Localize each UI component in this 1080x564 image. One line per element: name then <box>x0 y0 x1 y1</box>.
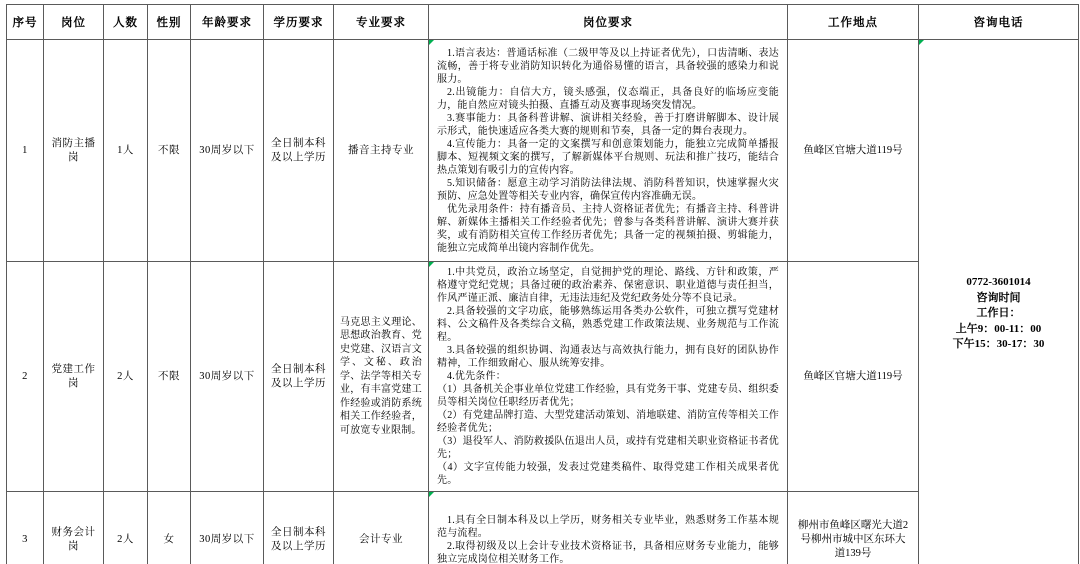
education-cell: 全日制本科及以上学历 <box>264 492 334 564</box>
text-line: 0772-3601014 <box>966 276 1031 289</box>
seq-no-cell: 3 <box>7 492 44 564</box>
text-line: （2）有党建品牌打造、大型党建活动策划、消地联建、消防宣传等相关工作经验者优先； <box>437 410 779 434</box>
text-line: 3.赛事能力：具备科普讲解、演讲相关经验，善于打磨讲解脚本、设计展示形式，能快速适应各类大赛的规则和节奏，具备一定的舞台表现力。 <box>437 112 779 137</box>
header-gender: 性别 <box>148 5 191 40</box>
count-cell: 2人 <box>104 492 148 564</box>
text-line: 1.语言表达：普通话标准（二级甲等及以上持证者优先），口齿清晰、表达流畅，善于将专业消防知识转化为通俗易懂的语言，具备较强的感染力和说服力。 <box>437 47 779 85</box>
text-line: 上午9：00-11：00 <box>955 322 1042 335</box>
age-cell: 30周岁以下 <box>191 492 264 564</box>
text-line: 5.知识储备：愿意主动学习消防法律法规、消防科普知识，快速掌握火灾预防、应急处置等相关专业内容，确保宣传内容准确无误。 <box>437 177 779 202</box>
text-line: 下午15：30-17：30 <box>952 338 1045 351</box>
header-post: 岗位 <box>44 5 104 40</box>
header-requirements: 岗位要求 <box>429 5 788 40</box>
table-body <box>7 40 1079 564</box>
post-cell: 党建工作岗 <box>44 262 104 492</box>
major-cell: 会计专业 <box>334 492 429 564</box>
text-line: 1.具有全日制本科及以上学历，财务相关专业毕业，熟悉财务工作基本规范与流程。 <box>437 515 779 539</box>
age-cell: 30周岁以下 <box>191 262 264 492</box>
header-education: 学历要求 <box>264 5 334 40</box>
requirements-text <box>437 47 779 255</box>
text-line: 3.具备较强的组织协调、沟通表达与高效执行能力，拥有良好的团队协作精神，工作细致耐心、服从统筹安排。 <box>437 345 779 369</box>
education-cell: 全日制本科及以上学历 <box>264 40 334 262</box>
phone-cell <box>919 40 1079 564</box>
major-cell: 播音主持专业 <box>334 40 429 262</box>
location-cell: 鱼峰区官塘大道119号 <box>788 40 919 262</box>
header-seq-no: 序号 <box>7 5 44 40</box>
excel-green-triangle-icon <box>919 40 924 45</box>
table-header <box>7 5 1079 40</box>
header-major: 专业要求 <box>334 5 429 40</box>
requirements-cell <box>429 492 788 564</box>
location-cell: 鱼峰区官塘大道119号 <box>788 262 919 492</box>
excel-green-triangle-icon <box>429 262 434 267</box>
text-line: 4.宣传能力：具备一定的文案撰写和创意策划能力，能独立完成简单播报脚本、短视频文案的撰写，了解新媒体平台规则、玩法和推广技巧，能结合热点策划有吸引力的宣传内容。 <box>437 138 779 176</box>
requirements-cell <box>429 40 788 262</box>
gender-cell: 不限 <box>148 40 191 262</box>
text-line: （1）具备机关企事业单位党建工作经验，具有党务干事、党建专员、组织委员等相关岗位任职经历者优先； <box>437 384 779 408</box>
requirements-text <box>437 266 779 487</box>
post-cell: 消防主播岗 <box>44 40 104 262</box>
location-cell: 柳州市鱼峰区曙光大道2号柳州市城中区东环大道139号 <box>788 492 919 564</box>
header-age: 年龄要求 <box>191 5 264 40</box>
gender-cell: 不限 <box>148 262 191 492</box>
text-line: 2.具备较强的文字功底，能够熟练运用各类办公软件，可独立撰写党建材料、公文稿件及各类综合文稿，熟悉党建工作政策法规、业务规范与工作流程。 <box>437 306 779 343</box>
excel-green-triangle-icon <box>429 492 434 497</box>
table-row-fire-anchor <box>7 40 1079 262</box>
text-line: 4.优先条件： <box>447 371 506 382</box>
gender-cell: 女 <box>148 492 191 564</box>
text-line: 工作日： <box>976 307 1021 320</box>
text-line: （3）退役军人、消防救援队伍退出人员，或持有党建相关职业资格证书者优先； <box>437 436 779 460</box>
count-cell: 2人 <box>104 262 148 492</box>
text-line: 优先录用条件：持有播音员、主持人资格证者优先；有播音主持、科普讲解、新媒体主播相关工作经验者优先；曾参与各类科普讲解、演讲大赛并获奖，或有消防相关宣传工作经历者优先；具备一定的视频拍摄、剪辑能力，能独立完成简单出镜内容制作优先。 <box>437 203 779 254</box>
text-line: 1.中共党员，政治立场坚定，自觉拥护党的理论、路线、方针和政策，严格遵守党纪党规；具备过硬的政治素养、保密意识、职业道德与责任担当，作风严谨正派、廉洁自律，无违法违纪及党纪政务处分等不良记录。 <box>437 267 779 304</box>
header-count: 人数 <box>104 5 148 40</box>
post-cell: 财务会计岗 <box>44 492 104 564</box>
header-location: 工作地点 <box>788 5 919 40</box>
count-cell: 1人 <box>104 40 148 262</box>
text-line: 2.出镜能力：自信大方，镜头感强，仪态端正，具备良好的临场应变能力，能自然应对镜头拍摄、直播互动及赛事现场突发情况。 <box>437 86 779 111</box>
requirements-text <box>437 514 779 564</box>
age-cell: 30周岁以下 <box>191 40 264 262</box>
seq-no-cell: 1 <box>7 40 44 262</box>
excel-green-triangle-icon <box>429 40 434 45</box>
job-positions-table <box>6 4 1079 564</box>
major-cell: 马克思主义理论、思想政治教育、党史党建、汉语言文学、文秘、政治学、法学等相关专业，有丰富党建工作经验或消防系统相关工作经验者，可放宽专业限制。 <box>334 262 429 492</box>
education-cell: 全日制本科及以上学历 <box>264 262 334 492</box>
header-row <box>7 5 1079 40</box>
text-line: 咨询时间 <box>976 291 1021 304</box>
phone-text <box>922 275 1075 353</box>
text-line: （4）文字宣传能力较强，发表过党建类稿件、取得党建工作相关成果者优先。 <box>437 462 779 486</box>
seq-no-cell: 2 <box>7 262 44 492</box>
text-line: 2.取得初级及以上会计专业技术资格证书，具备相应财务专业能力，能够独立完成岗位相关财务工作。 <box>437 541 779 564</box>
requirements-cell <box>429 262 788 492</box>
header-phone: 咨询电话 <box>919 5 1079 40</box>
